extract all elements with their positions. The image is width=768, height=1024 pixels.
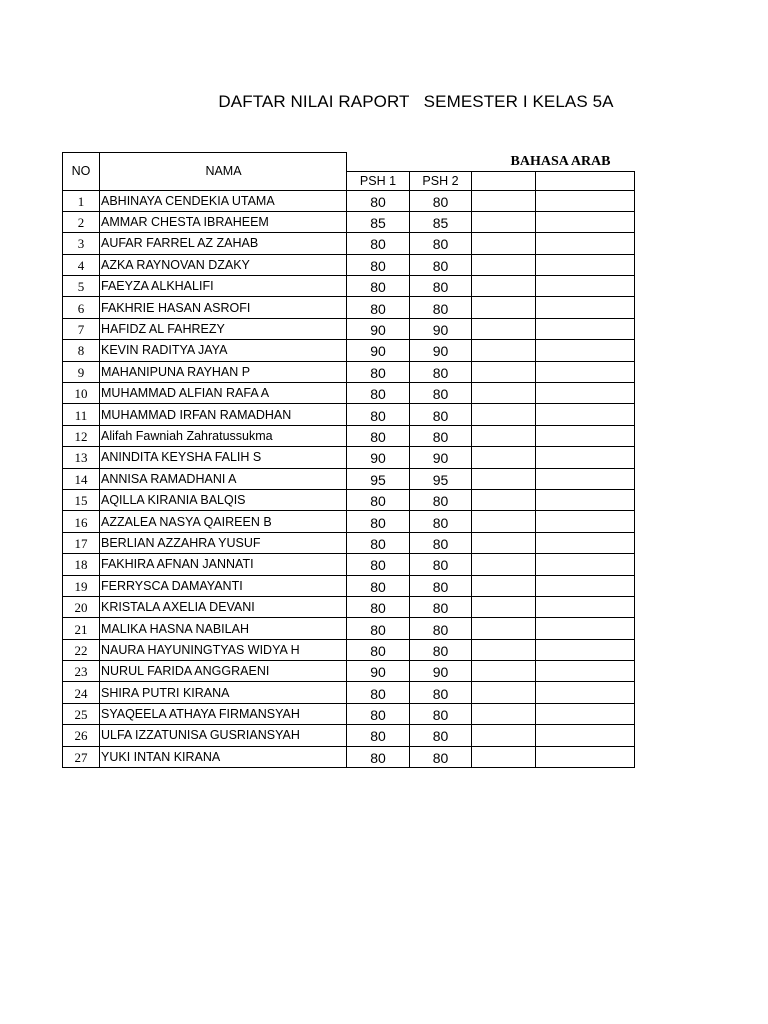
row-empty-2 (536, 682, 635, 703)
row-empty-1 (472, 725, 536, 746)
table-row (63, 425, 635, 446)
row-empty-1 (472, 661, 536, 682)
row-no: 17 (63, 532, 100, 553)
row-empty-2 (536, 661, 635, 682)
row-nama: KRISTALA AXELIA DEVANI (100, 596, 347, 617)
row-nama: AUFAR FARREL AZ ZAHAB (100, 233, 347, 254)
row-nama: MAHANIPUNA RAYHAN P (100, 361, 347, 382)
row-empty-1 (472, 618, 536, 639)
row-psh1: 90 (347, 340, 410, 361)
row-psh1: 85 (347, 211, 410, 232)
row-psh1: 80 (347, 361, 410, 382)
row-empty-1 (472, 639, 536, 660)
row-no: 11 (63, 404, 100, 425)
table-row (63, 661, 635, 682)
row-psh1: 80 (347, 276, 410, 297)
table-row (63, 340, 635, 361)
row-no: 9 (63, 361, 100, 382)
row-no: 27 (63, 746, 100, 767)
table-row (63, 447, 635, 468)
row-no: 19 (63, 575, 100, 596)
row-empty-1 (472, 190, 536, 211)
row-nama: AMMAR CHESTA IBRAHEEM (100, 211, 347, 232)
row-empty-2 (536, 575, 635, 596)
row-psh2: 90 (410, 661, 472, 682)
row-empty-2 (536, 361, 635, 382)
row-nama: HAFIDZ AL FAHREZY (100, 318, 347, 339)
row-psh1: 80 (347, 425, 410, 446)
header-row-top (63, 153, 635, 172)
table-row (63, 489, 635, 510)
row-empty-2 (536, 318, 635, 339)
row-psh2: 95 (410, 468, 472, 489)
table-row (63, 404, 635, 425)
row-psh2: 90 (410, 447, 472, 468)
row-empty-1 (472, 554, 536, 575)
row-psh1: 80 (347, 554, 410, 575)
row-empty-2 (536, 532, 635, 553)
row-psh1: 80 (347, 682, 410, 703)
table-row (63, 297, 635, 318)
row-psh1: 80 (347, 703, 410, 724)
row-empty-2 (536, 596, 635, 617)
row-nama: AZKA RAYNOVAN DZAKY (100, 254, 347, 275)
row-no: 20 (63, 596, 100, 617)
row-nama: FAEYZA ALKHALIFI (100, 276, 347, 297)
row-empty-2 (536, 383, 635, 404)
row-psh2: 80 (410, 404, 472, 425)
row-psh2: 80 (410, 618, 472, 639)
row-no: 15 (63, 489, 100, 510)
row-no: 4 (63, 254, 100, 275)
row-nama: MALIKA HASNA NABILAH (100, 618, 347, 639)
row-no: 3 (63, 233, 100, 254)
header-psh2: PSH 2 (410, 171, 472, 190)
row-psh2: 80 (410, 425, 472, 446)
row-empty-2 (536, 254, 635, 275)
header-empty-2 (536, 171, 635, 190)
row-empty-2 (536, 425, 635, 446)
row-psh2: 80 (410, 554, 472, 575)
row-psh2: 85 (410, 211, 472, 232)
row-psh2: 80 (410, 297, 472, 318)
row-psh1: 80 (347, 190, 410, 211)
row-empty-2 (536, 489, 635, 510)
table-row (63, 276, 635, 297)
row-nama: ULFA IZZATUNISA GUSRIANSYAH (100, 725, 347, 746)
table-row (63, 682, 635, 703)
row-no: 16 (63, 511, 100, 532)
row-empty-2 (536, 618, 635, 639)
row-empty-2 (536, 703, 635, 724)
table-row (63, 746, 635, 767)
row-psh1: 80 (347, 297, 410, 318)
row-nama: SHIRA PUTRI KIRANA (100, 682, 347, 703)
row-empty-2 (536, 447, 635, 468)
table-row (63, 233, 635, 254)
row-nama: FAKHRIE HASAN ASROFI (100, 297, 347, 318)
row-psh1: 80 (347, 746, 410, 767)
row-psh1: 90 (347, 318, 410, 339)
row-psh2: 80 (410, 682, 472, 703)
row-psh2: 80 (410, 532, 472, 553)
row-nama: NURUL FARIDA ANGGRAENI (100, 661, 347, 682)
row-empty-2 (536, 746, 635, 767)
row-no: 5 (63, 276, 100, 297)
table-row (63, 575, 635, 596)
row-no: 21 (63, 618, 100, 639)
row-nama: NAURA HAYUNINGTYAS WIDYA H (100, 639, 347, 660)
table-row (63, 361, 635, 382)
row-no: 1 (63, 190, 100, 211)
row-no: 7 (63, 318, 100, 339)
row-psh1: 90 (347, 447, 410, 468)
row-nama: KEVIN RADITYA JAYA (100, 340, 347, 361)
row-empty-1 (472, 532, 536, 553)
row-psh2: 80 (410, 725, 472, 746)
row-empty-2 (536, 297, 635, 318)
row-psh1: 90 (347, 661, 410, 682)
row-nama: YUKI INTAN KIRANA (100, 746, 347, 767)
row-empty-1 (472, 511, 536, 532)
row-nama: AZZALEA NASYA QAIREEN B (100, 511, 347, 532)
row-psh2: 80 (410, 575, 472, 596)
row-psh2: 90 (410, 340, 472, 361)
row-empty-1 (472, 318, 536, 339)
row-nama: ANNISA RAMADHANI A (100, 468, 347, 489)
table-row (63, 596, 635, 617)
row-empty-1 (472, 682, 536, 703)
row-empty-1 (472, 361, 536, 382)
row-nama: ABHINAYA CENDEKIA UTAMA (100, 190, 347, 211)
row-psh2: 80 (410, 233, 472, 254)
row-empty-2 (536, 639, 635, 660)
row-no: 8 (63, 340, 100, 361)
table-row (63, 618, 635, 639)
table-row (63, 468, 635, 489)
row-psh1: 80 (347, 725, 410, 746)
row-empty-1 (472, 383, 536, 404)
row-empty-1 (472, 233, 536, 254)
row-empty-1 (472, 447, 536, 468)
row-empty-2 (536, 725, 635, 746)
row-psh2: 80 (410, 254, 472, 275)
row-empty-2 (536, 468, 635, 489)
row-empty-1 (472, 276, 536, 297)
row-psh2: 80 (410, 361, 472, 382)
row-empty-2 (536, 554, 635, 575)
row-empty-1 (472, 575, 536, 596)
row-psh2: 80 (410, 489, 472, 510)
table-row (63, 639, 635, 660)
table-row (63, 532, 635, 553)
header-subject: BAHASA ARAB (347, 153, 635, 172)
row-empty-1 (472, 340, 536, 361)
row-no: 22 (63, 639, 100, 660)
row-psh1: 80 (347, 532, 410, 553)
row-no: 2 (63, 211, 100, 232)
row-psh2: 80 (410, 511, 472, 532)
row-no: 6 (63, 297, 100, 318)
row-nama: AQILLA KIRANIA BALQIS (100, 489, 347, 510)
row-psh1: 80 (347, 383, 410, 404)
row-psh1: 80 (347, 404, 410, 425)
row-no: 24 (63, 682, 100, 703)
row-nama: BERLIAN AZZAHRA YUSUF (100, 532, 347, 553)
row-empty-1 (472, 746, 536, 767)
table-row (63, 211, 635, 232)
row-empty-2 (536, 276, 635, 297)
row-empty-1 (472, 596, 536, 617)
row-empty-1 (472, 425, 536, 446)
row-empty-2 (536, 190, 635, 211)
row-psh1: 80 (347, 639, 410, 660)
header-no: NO (63, 153, 100, 191)
row-nama: Alifah Fawniah Zahratussukma (100, 425, 347, 446)
table-row (63, 511, 635, 532)
row-psh2: 80 (410, 190, 472, 211)
row-psh1: 80 (347, 575, 410, 596)
row-nama: FAKHIRA AFNAN JANNATI (100, 554, 347, 575)
row-empty-1 (472, 489, 536, 510)
row-no: 12 (63, 425, 100, 446)
row-no: 26 (63, 725, 100, 746)
grades-table (62, 152, 635, 768)
row-nama: ANINDITA KEYSHA FALIH S (100, 447, 347, 468)
row-nama: SYAQEELA ATHAYA FIRMANSYAH (100, 703, 347, 724)
row-empty-2 (536, 211, 635, 232)
row-nama: FERRYSCA DAMAYANTI (100, 575, 347, 596)
header-empty-1 (472, 171, 536, 190)
row-no: 25 (63, 703, 100, 724)
row-psh1: 95 (347, 468, 410, 489)
row-no: 18 (63, 554, 100, 575)
row-psh1: 80 (347, 233, 410, 254)
table-row (63, 725, 635, 746)
row-no: 23 (63, 661, 100, 682)
row-psh2: 80 (410, 746, 472, 767)
row-empty-1 (472, 297, 536, 318)
row-empty-1 (472, 404, 536, 425)
row-psh2: 80 (410, 276, 472, 297)
row-psh2: 90 (410, 318, 472, 339)
row-psh1: 80 (347, 618, 410, 639)
row-empty-1 (472, 703, 536, 724)
row-nama: MUHAMMAD IRFAN RAMADHAN (100, 404, 347, 425)
row-psh1: 80 (347, 489, 410, 510)
row-no: 13 (63, 447, 100, 468)
table-row (63, 554, 635, 575)
row-empty-1 (472, 211, 536, 232)
table-row (63, 254, 635, 275)
row-empty-2 (536, 340, 635, 361)
row-empty-2 (536, 233, 635, 254)
page-title: DAFTAR NILAI RAPORT SEMESTER I KELAS 5A (218, 92, 614, 111)
table-row (63, 190, 635, 211)
header-nama: NAMA (100, 153, 347, 191)
row-psh2: 80 (410, 596, 472, 617)
row-empty-2 (536, 404, 635, 425)
row-psh2: 80 (410, 703, 472, 724)
row-empty-1 (472, 254, 536, 275)
row-no: 10 (63, 383, 100, 404)
row-psh1: 80 (347, 254, 410, 275)
row-nama: MUHAMMAD ALFIAN RAFA A (100, 383, 347, 404)
header-psh1: PSH 1 (347, 171, 410, 190)
row-empty-2 (536, 511, 635, 532)
row-no: 14 (63, 468, 100, 489)
table-row (63, 703, 635, 724)
row-empty-1 (472, 468, 536, 489)
row-psh2: 80 (410, 383, 472, 404)
row-psh2: 80 (410, 639, 472, 660)
row-psh1: 80 (347, 596, 410, 617)
table-row (63, 318, 635, 339)
row-psh1: 80 (347, 511, 410, 532)
table-row (63, 383, 635, 404)
